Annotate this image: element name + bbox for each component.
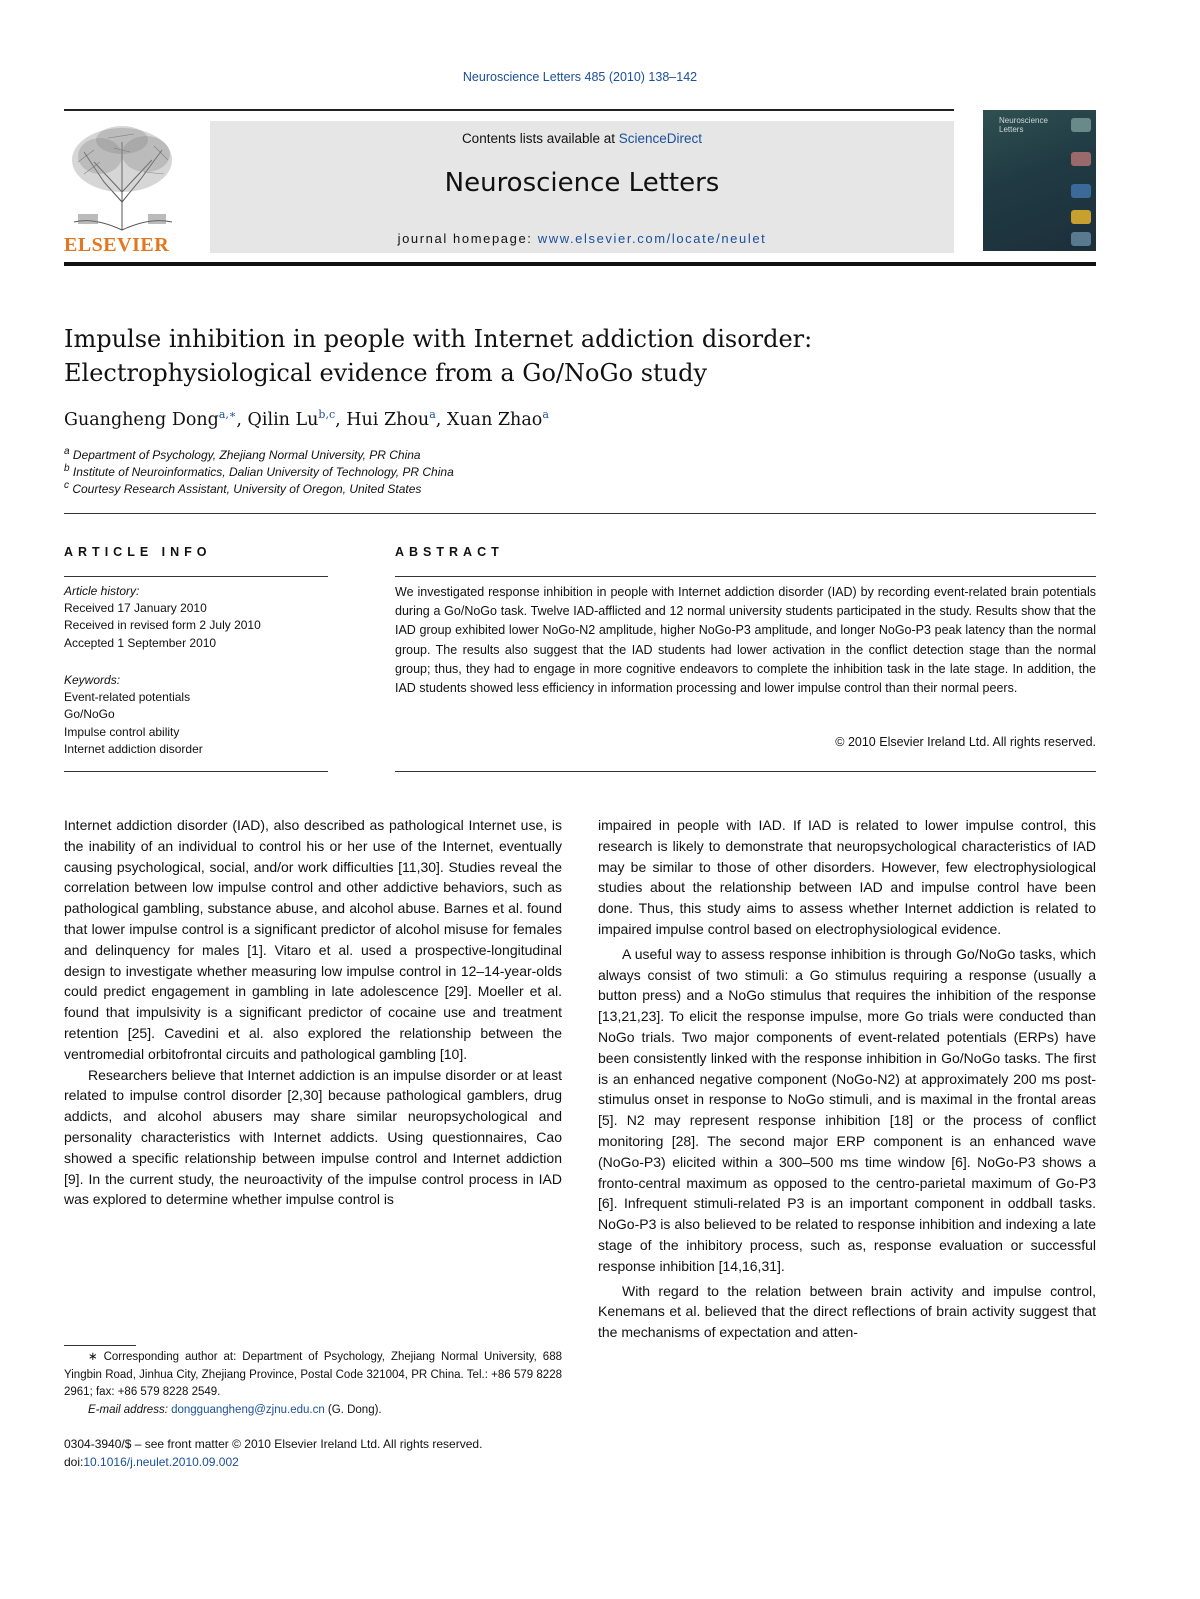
email-line — [64, 1402, 562, 1420]
journal-citation[interactable]: Neuroscience Letters 485 (2010) 138–142 — [462, 70, 698, 84]
footnote-mark: ∗ — [88, 1351, 98, 1363]
author-affil-mark[interactable]: a,∗ — [218, 408, 237, 421]
homepage-prefix: journal homepage: — [397, 231, 538, 246]
author-name: Qilin Lu — [247, 409, 319, 430]
article-history — [64, 583, 261, 652]
corresponding-author-footnote — [64, 1349, 562, 1419]
received-date: Received 17 January 2010 — [64, 601, 207, 616]
footnote-text-block — [64, 1349, 562, 1402]
cover-thumb-icon — [1071, 210, 1091, 224]
header-thick-rule — [64, 262, 1096, 266]
author-name: Hui Zhou — [346, 409, 430, 430]
doi-line — [64, 1454, 482, 1472]
journal-name: Neuroscience Letters — [444, 168, 720, 198]
cover-thumb-icon — [1071, 184, 1091, 198]
issn-line: 0304-3940/$ – see front matter © 2010 Elsevier Ireland Ltd. All rights reserved. — [64, 1437, 483, 1451]
keyword: Go/NoGo — [64, 707, 115, 722]
affiliation-mark: c — [64, 480, 69, 491]
article-title — [64, 322, 1094, 390]
doi-link[interactable]: 10.1016/j.neulet.2010.09.002 — [83, 1454, 239, 1469]
affiliation — [64, 446, 421, 462]
author-sep: , — [435, 409, 447, 430]
body-paragraph: Researchers believe that Internet addiction is an impulse disorder or at least related to impulse control disorder [2,30] because pathological gamblers, drug addicts, and alcohol abusers may share similar neuropsychological and personality characteristics with Internet addicts. Using questionnaires, Cao showed a specific relationship between impulse control and Internet addiction [9]. In the current study, the neuroactivity of the impulse control process in IAD was explored to determine whether impulse control is — [64, 1066, 562, 1208]
affiliation-text: Department of Psychology, Zhejiang Normal University, PR China — [72, 448, 421, 462]
email-link[interactable]: dongguangheng@zjnu.edu.cn — [171, 1403, 325, 1416]
author-sep: , — [236, 409, 248, 430]
revised-date: Received in revised form 2 July 2010 — [64, 618, 261, 633]
body-paragraph: impaired in people with IAD. If IAD is related to lower impulse control, this research is likely to demonstrate that neuropsychological characteristics of IAD may be similar to those of other disorders. However, few electrophysiological studies about the relationship between IAD and impulse control have been done. Thus, this study aims to assess whether Internet addiction is related to impaired impulse control based on electrophysiological evidence. — [598, 817, 1096, 937]
abstract-bottom-rule — [395, 771, 1096, 772]
affiliation — [64, 463, 454, 479]
elsevier-logo — [64, 122, 184, 257]
affiliation-rule — [64, 513, 1096, 514]
affiliation — [64, 480, 421, 496]
body-paragraph: With regard to the relation between brain activity and impulse control, Kenemans et al. believed that the direct reflections of brain activity suggest that the mechanisms of expectation and atten- — [598, 1282, 1096, 1341]
affiliation-text: Courtesy Research Assistant, University of Oregon, United States — [72, 482, 422, 496]
abstract-heading: ABSTRACT — [395, 545, 504, 559]
sciencedirect-link[interactable]: ScienceDirect — [618, 131, 703, 146]
journal-cover — [983, 110, 1096, 251]
abstract-text: We investigated response inhibition in people with Internet addiction disorder (IAD) by recording event-related brain potentials during a Go/NoGo task. Twelve IAD-afflicted and 12 normal university students participated in the study. Results show that the IAD group exhibited lower NoGo-N2 amplitude, higher NoGo-P3 amplitude, and longer NoGo-P3 peak latency than the normal group. The results also suggest that the IAD students had lower activation in the conflict detection stage than the normal group; thus, they had to engage in more cognitive endeavors to complete the inhibition task in the late stage. In addition, the IAD students showed less efficiency in information processing and lower impulse control than their normal peers. — [395, 585, 1096, 696]
journal-banner — [210, 121, 954, 253]
cover-thumb-icon — [1071, 152, 1091, 166]
keyword: Event-related potentials — [64, 690, 191, 705]
doi-label: doi: — [64, 1454, 84, 1469]
footnote-text: Corresponding author at: Department of Psychology, Zhejiang Normal University, 688 Yingbin Road, Jinhua City, Zhejiang Province, Postal Code 321004, PR China. Tel.: +86 579 8228 2961; fax: +86 579 8228 2549. — [64, 1351, 562, 1398]
cover-title — [999, 116, 1048, 134]
body-paragraph: A useful way to assess response inhibition is through Go/NoGo tasks, which always consist of two stimuli: a Go stimulus requiring a response (usually a button press) and a NoGo stimulus that requires the inhibition of the response [13,21,23]. To elicit the response impulse, more Go trials were conducted than NoGo trials. Two major components of event-related potentials (ERPs) have been consistently linked with the response inhibition in Go/NoGo tasks. The first is an enhanced negative component (NoGo-N2) at approximately 200 ms post-stimulus onset in response to NoGo stimuli, and is maximal in the frontal areas [5]. N2 may represent response inhibition [18] or the process of conflict monitoring [28]. The second major ERP component is an enhanced wave (NoGo-P3) elicited within a 300–500 ms time window [6]. NoGo-P3 shows a fronto-central maximum as opposed to the centro-parietal maximum of Go-P3 [6]. Infrequent stimuli-related P3 is an important component in oddball tasks. NoGo-P3 is also believed to be related to response inhibition and indexing a late stage of the inhibitory process, such as, response evaluation or successful response inhibition [14,16,31]. — [598, 945, 1096, 1274]
keyword: Impulse control ability — [64, 724, 180, 739]
affiliation-text: Institute of Neuroinformatics, Dalian University of Technology, PR China — [72, 465, 454, 479]
keywords-block — [64, 672, 203, 758]
homepage-link[interactable]: www.elsevier.com/locate/neulet — [537, 231, 767, 246]
author-list — [64, 408, 549, 430]
title-line-1: Impulse inhibition in people with Internet addiction disorder: — [64, 325, 813, 353]
cover-title-line1: Neuroscience — [999, 116, 1048, 125]
author-name: Xuan Zhao — [446, 409, 543, 430]
accepted-date: Accepted 1 September 2010 — [64, 635, 217, 650]
publisher-name: ELSEVIER — [64, 234, 170, 256]
author-affil-mark[interactable]: a — [542, 408, 549, 421]
article-info-bottom-rule — [64, 771, 328, 772]
keywords-label: Keywords: — [64, 673, 121, 687]
keyword: Internet addiction disorder — [64, 741, 203, 756]
author-affil-mark[interactable]: b,c — [318, 408, 336, 421]
email-suffix: (G. Dong). — [324, 1403, 382, 1416]
body-column-left — [64, 815, 562, 1210]
abstract-copyright: © 2010 Elsevier Ireland Ltd. All rights reserved. — [835, 735, 1096, 749]
author-name: Guangheng Dong — [64, 409, 219, 430]
cover-title-line2: Letters — [999, 125, 1024, 134]
article-info-rule — [64, 576, 328, 577]
contents-line — [210, 131, 954, 146]
front-matter — [64, 1436, 482, 1471]
cover-thumb-icon — [1071, 118, 1091, 132]
header-rule — [64, 109, 954, 111]
footnote-rule — [64, 1345, 136, 1346]
author-sep: , — [335, 409, 347, 430]
journal-homepage — [210, 231, 954, 246]
email-label: E-mail address: — [88, 1403, 172, 1416]
cover-thumb-icon — [1071, 232, 1091, 246]
abstract-rule — [395, 576, 1096, 577]
body-paragraph: Internet addiction disorder (IAD), also described as pathological Internet use, is the inability of an individual to control his or her use of the Internet, eventually causing psychological, social, and/or work difficulties [11,30]. Studies reveal the correlation between low impulse control and other addictive behaviors, such as pathological gambling, substance abuse, and alcohol abuse. Barnes et al. found that lower impulse control is a significant predictor of alcohol misuse for females and delinquency for males [1]. Vitaro et al. used a prospective-longitudinal design to investigate whether measuring low impulse control in 12–14-year-olds could predict engagement in gambling in late adolescence [29]. Moeller et al. found that impulsivity is a significant predictor of cocaine use and treatment retention [25]. Cavedini et al. also explored the relationship between the ventromedial orbitofrontal circuits and pathological gambling [10]. — [64, 817, 562, 1062]
affiliation-mark: a — [64, 446, 70, 457]
author-affil-mark[interactable]: a — [429, 408, 436, 421]
title-line-2: Electrophysiological evidence from a Go/NoGo study — [64, 359, 708, 387]
article-info-heading: ARTICLE INFO — [64, 545, 212, 559]
contents-prefix: Contents lists available at — [461, 131, 619, 146]
body-column-right — [598, 815, 1096, 1343]
history-label: Article history: — [64, 584, 140, 598]
tree-icon — [64, 122, 180, 232]
affiliation-mark: b — [64, 463, 70, 474]
